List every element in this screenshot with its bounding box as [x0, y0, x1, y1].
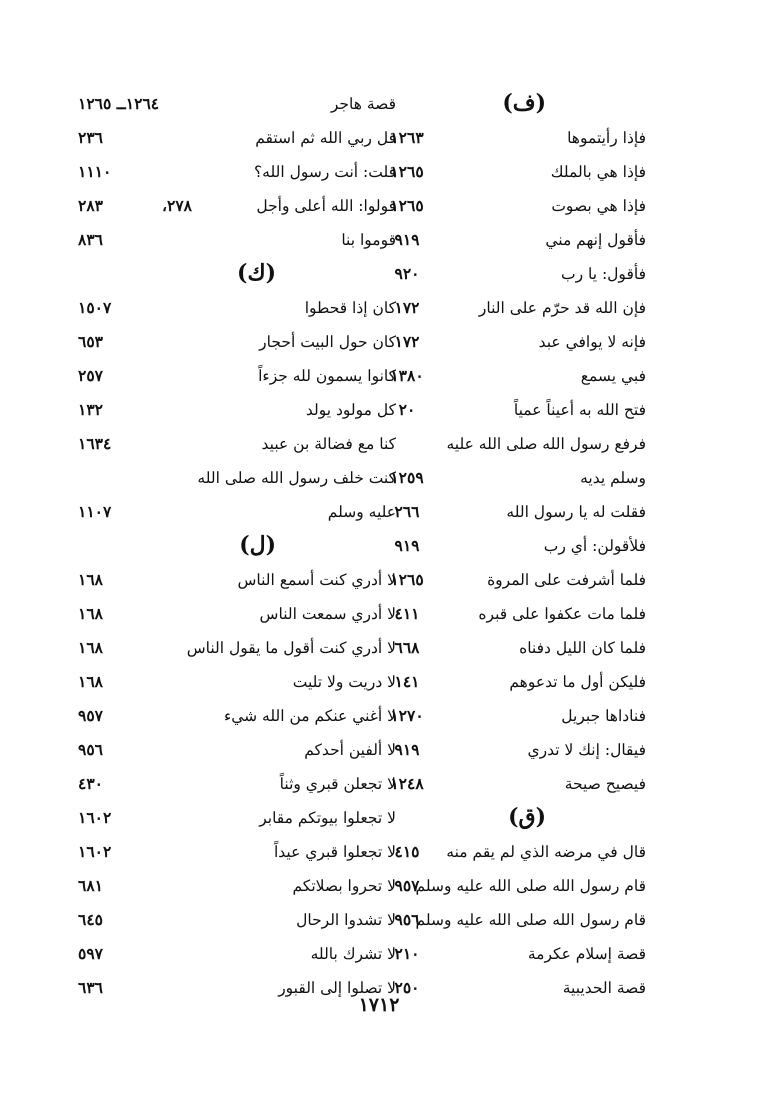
index-entry: [378, 904, 646, 938]
entry-number: ٢٥٧: [78, 366, 103, 385]
entry-number: ١١١٠: [78, 162, 112, 181]
entry-number: ١٢٦٥: [390, 196, 424, 215]
index-entry: [378, 666, 646, 700]
entry-number: ٢٥٠: [394, 978, 420, 997]
index-entry: [78, 360, 396, 394]
entry-number: ١٢٤٨: [390, 774, 424, 793]
entry-number: ٦٤٥: [78, 910, 103, 929]
page-number: ١٧١٢: [358, 994, 400, 1016]
entry-text: قوموا بنا: [341, 231, 396, 249]
entry-number: ٤٣٠: [78, 774, 103, 793]
index-entry: [378, 938, 646, 972]
index-entry: [78, 224, 396, 258]
index-entry: [78, 598, 396, 632]
index-entry: [78, 836, 396, 870]
entry-extra-number: ٢٧٨،: [162, 196, 192, 215]
entry-number: ١٥٠٧: [78, 298, 112, 317]
entry-text: قصة هاجر: [330, 95, 396, 113]
index-entry: [78, 292, 396, 326]
index-entry: [78, 496, 396, 530]
entry-number: ١٦٨: [78, 570, 103, 589]
index-entry: [378, 462, 646, 496]
entry-number: ٦٨١: [78, 876, 103, 895]
entry-number: ٩٥٧: [394, 876, 420, 895]
entry-number: ١٢٥٩: [390, 468, 424, 487]
entry-text: لا أدري كنت أقول ما يقول الناس: [186, 639, 396, 657]
entry-number: ١٣٢: [78, 400, 103, 419]
entry-number: ٩١٩: [394, 740, 420, 759]
entry-text: كانوا يسمون لله جزءاً: [258, 367, 396, 385]
entry-number: ٤١٥: [394, 842, 420, 861]
index-entry: [78, 394, 396, 428]
entry-text: فيقال: إنك لا تدري: [527, 741, 646, 759]
entry-text: فإذا رأيتموها: [567, 129, 646, 147]
entry-text: فيصيح صيحة: [564, 775, 646, 793]
entry-text: فأقول إنهم مني: [545, 231, 646, 249]
entry-text: لا تشدوا الرحال: [296, 911, 396, 929]
entry-text: فناداها جبريل: [561, 707, 646, 725]
index-entry: [78, 156, 396, 190]
entry-text: لا ألفين أحدكم: [304, 741, 396, 759]
entry-number: ٩٥٦: [394, 910, 420, 929]
index-entry: [78, 462, 396, 496]
entry-text: فلما مات عكفوا على قبره: [478, 605, 646, 623]
index-entry: [378, 598, 646, 632]
index-entry: [378, 632, 646, 666]
entry-text: لا أغني عنكم من الله شيء: [223, 707, 396, 725]
index-entry: [78, 734, 396, 768]
entry-number: ٩٥٧: [78, 706, 103, 725]
entry-number: ١٢٧٠: [390, 706, 424, 725]
entry-text: قلت: أنت رسول الله؟: [253, 163, 396, 181]
index-entry: [78, 904, 396, 938]
index-entry: [378, 700, 646, 734]
entry-number: ١٢٦٣: [390, 128, 424, 147]
entry-text: قصة إسلام عكرمة: [527, 945, 646, 963]
entry-number: ١٣٨٠: [390, 366, 424, 385]
section-letter-heading: (ل): [239, 532, 276, 558]
index-entry: [78, 428, 396, 462]
index-entry: [378, 258, 646, 292]
entry-text: فلما كان الليل دفناه: [519, 639, 646, 657]
entry-text: لا تجعلوا بيوتكم مقابر: [259, 809, 396, 827]
entry-number: ٨٣٦: [78, 230, 103, 249]
entry-number: ٥٩٧: [78, 944, 103, 963]
section-heading-row: [78, 530, 396, 564]
index-entry: [378, 326, 646, 360]
left-index-column: [78, 88, 396, 1006]
section-heading-row: [378, 802, 646, 836]
index-entry: [78, 870, 396, 904]
index-entry: [378, 394, 646, 428]
index-entry: [78, 122, 396, 156]
entry-text: كل مولود يولد: [305, 401, 396, 419]
entry-text: لا تشرك بالله: [310, 945, 396, 963]
index-entry: [78, 326, 396, 360]
entry-text: لا أدري كنت أسمع الناس: [237, 571, 396, 589]
section-heading-row: [378, 88, 646, 122]
index-entry: [378, 836, 646, 870]
index-entry: [78, 88, 396, 122]
index-entry: [378, 564, 646, 598]
index-entry: [378, 734, 646, 768]
entry-number: ١٦٨: [78, 672, 103, 691]
entry-text: فأقول: يا رب: [560, 265, 646, 283]
entry-text: كان حول البيت أحجار: [259, 333, 396, 351]
entry-text: وسلم يديه: [580, 469, 646, 487]
entry-text: فإذا هي بالملك: [550, 163, 646, 181]
entry-number: ١٤١: [394, 672, 420, 691]
index-entry: [78, 632, 396, 666]
entry-text: فإنه لا يوافي عبد: [538, 333, 646, 351]
entry-number-range: ١٢٦٤ــ ١٢٦٥: [78, 94, 160, 113]
index-entry: [78, 190, 396, 224]
index-entry: [378, 870, 646, 904]
entry-number: ٢٦٦: [394, 502, 420, 521]
entry-number: ٦٥٣: [78, 332, 103, 351]
entry-text: لا دريت ولا تليت: [292, 673, 396, 691]
section-letter-heading: (ق): [508, 804, 546, 830]
entry-number: ٢٨٣: [78, 196, 103, 215]
entry-number: ١٦٠٢: [78, 842, 112, 861]
entry-text: عليه وسلم: [327, 503, 396, 521]
index-entry: [78, 564, 396, 598]
index-entry: [378, 224, 646, 258]
index-entry: [378, 428, 646, 462]
index-entry: [378, 156, 646, 190]
section-heading-row: [78, 258, 396, 292]
entry-text: لا تجعلن قبري وثناً: [279, 775, 396, 793]
entry-text: فرفع رسول الله صلى الله عليه: [446, 435, 646, 453]
index-entry: [78, 666, 396, 700]
entry-text: فبي يسمع: [580, 367, 646, 385]
entry-text: فلأقولن: أي رب: [543, 537, 646, 555]
entry-text: لا تحروا بصلاتكم: [292, 877, 396, 895]
entry-text: لا تصلوا إلى القبور: [278, 979, 396, 997]
index-entry: [78, 768, 396, 802]
entry-text: فإن الله قد حرّم على النار: [478, 299, 646, 317]
entry-number: ٦٣٦: [78, 978, 103, 997]
entry-number: ١٦٨: [78, 638, 103, 657]
entry-number: ١٦٨: [78, 604, 103, 623]
entry-number: ٤١١: [394, 604, 420, 623]
section-letter-heading: (ف): [502, 90, 546, 116]
index-entry: [378, 190, 646, 224]
entry-text: فقلت له يا رسول الله: [506, 503, 646, 521]
section-letter-heading: (ك): [237, 260, 276, 286]
index-entry: [78, 938, 396, 972]
entry-text: فلما أشرفت على المروة: [487, 571, 646, 589]
entry-text: كان إذا قحطوا: [304, 299, 396, 317]
entry-number: ١٧٢: [394, 332, 420, 351]
index-entry: [378, 122, 646, 156]
entry-text: فليكن أول ما تدعوهم: [509, 673, 646, 691]
index-entry: [78, 700, 396, 734]
entry-text: قل ربي الله ثم استقم: [255, 129, 396, 147]
entry-number: ١٦٠٢: [78, 808, 112, 827]
index-entry: [78, 802, 396, 836]
entry-number: ٩٥٦: [78, 740, 103, 759]
entry-number: ١٢٦٥: [390, 162, 424, 181]
entry-text: كنت خلف رسول الله صلى الله: [197, 469, 396, 487]
entry-number: ١١٠٧: [78, 502, 112, 521]
entry-number: ١٦٣٤: [78, 434, 112, 453]
entry-text: لا تجعلوا قبري عيداً: [273, 843, 396, 861]
index-entry: [378, 768, 646, 802]
index-entry: [378, 530, 646, 564]
index-entry: [378, 292, 646, 326]
entry-text: فتح الله به أعيناً عمياً: [513, 401, 646, 419]
entry-number: ١٧٢: [394, 298, 420, 317]
entry-number: ١٢٦٥: [390, 570, 424, 589]
entry-text: فإذا هي بصوت: [551, 197, 646, 215]
entry-text: قصة الحديبية: [562, 979, 646, 997]
index-entry: [378, 360, 646, 394]
right-index-column: [378, 88, 646, 1006]
entry-number: ٢١٠: [394, 944, 420, 963]
entry-text: كنا مع فضالة بن عبيد: [261, 435, 396, 453]
entry-number: ٩١٩: [394, 230, 420, 249]
entry-number: ٢٠: [398, 400, 416, 419]
index-entry: [378, 496, 646, 530]
entry-text: لا أدري سمعت الناس: [259, 605, 396, 623]
entry-text: قام رسول الله صلى الله عليه وسلم: [415, 877, 646, 895]
entry-number: ٦٦٨: [394, 638, 420, 657]
entry-number: ٩٢٠: [394, 264, 420, 283]
entry-text: قولوا: الله أعلى وأجل: [256, 197, 396, 215]
entry-number: ٩١٩: [394, 536, 420, 555]
entry-text: قام رسول الله صلى الله عليه وسلم: [415, 911, 646, 929]
entry-number: ٢٣٦: [78, 128, 103, 147]
entry-text: قال في مرضه الذي لم يقم منه: [446, 843, 646, 861]
